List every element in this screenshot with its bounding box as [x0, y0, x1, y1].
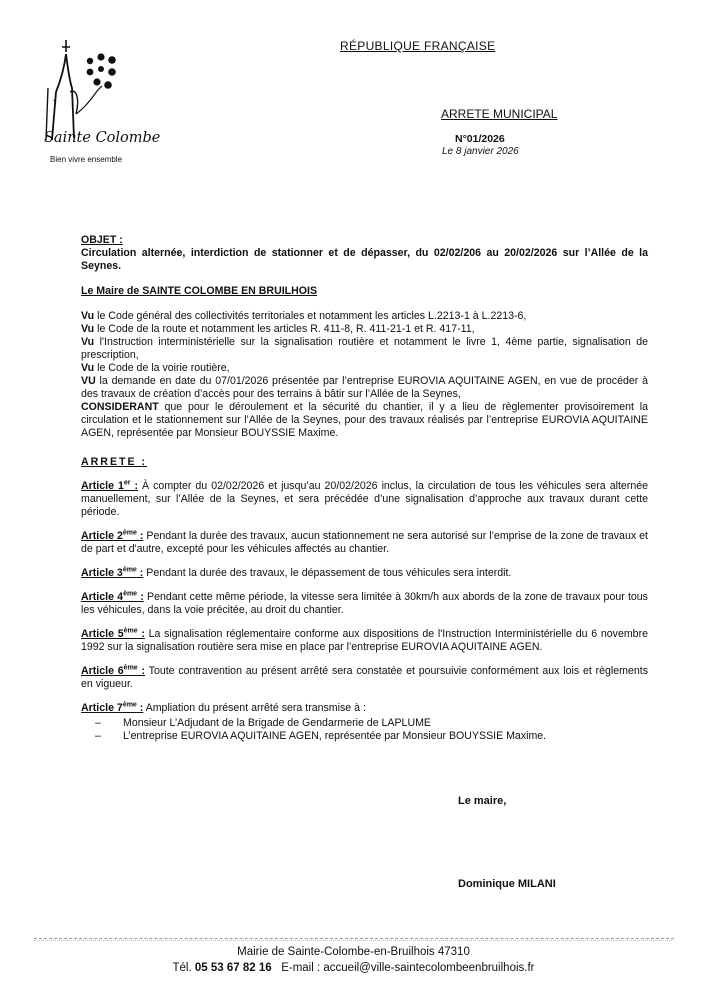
article-3: Article 3ème : Pendant la durée des travaux, le dépassement de tous véhicules sera interdit. [81, 566, 512, 579]
decree-number: N°01/2026 [455, 133, 505, 145]
republic-heading: RÉPUBLIQUE FRANÇAISE [340, 39, 496, 53]
consideration-item: Vu l'Instruction interministérielle sur la signalisation routière et notamment le livre 1, 4ème partie, signalisation de prescription, [81, 336, 648, 361]
consideration-item: Vu le Code général des collectivités territoriales et notamment les articles L.2213-1 à L.2213-6, [81, 310, 527, 322]
church-dots-logo-graphic [40, 30, 180, 140]
decree-body [81, 234, 648, 743]
signature-name: Dominique MILANI [458, 878, 556, 890]
footer-phone: 05 53 67 82 16 [194, 962, 272, 974]
arrete-heading: ARRETE : [81, 456, 148, 468]
list-item: – L’entreprise EUROVIA AQUITAINE AGEN, représentée par Monsieur BOUYSSIE Maxime. [81, 730, 648, 743]
logo-tagline: Bien vivre ensemble [50, 155, 123, 164]
recipient-list [81, 717, 648, 743]
article-7: Article 7ème : Ampliation du présent arrêté sera transmise à : [81, 701, 366, 714]
consideration-item: VU la demande en date du 07/01/2026 présentée par l’entreprise EUROVIA AQUITAINE AGEN, en vue de procéder à des travaux de création d’accès pour des terrains à bâtir sur l’Allée de la Seynes, [81, 375, 648, 400]
objet-label: OBJET : [81, 234, 123, 246]
logo-town-name: Sainte Colombe [44, 130, 161, 146]
footer-address: Mairie de Sainte-Colombe-en-Bruilhois 47310 [237, 946, 470, 958]
objet-text: Circulation alternée, interdiction de stationner et de dépasser, du 02/02/206 au 20/02/2026 sur l’Allée de la Seynes. [81, 247, 648, 272]
list-item: – Monsieur L’Adjudant de la Brigade de Gendarmerie de LAPLUME [81, 717, 648, 730]
footer-email: E-mail : accueil@ville-saintecolombeenbruilhois.fr [271, 962, 535, 974]
article-1: Article 1er : À compter du 02/02/2026 et jusqu’au 20/02/2026 inclus, la circulation de tous les véhicules sera alternée manuellement, sur l’Allée de la Seynes, et sera précédée d’une signalisation d’approche aux travaux durant cette période. [81, 479, 648, 518]
footer-divider [34, 938, 674, 939]
article-4: Article 4ème : Pendant cette même période, la vitesse sera limitée à 30km/h aux abords de la zone de travaux pour tous les véhicules, dans la voie précitée, au droit du chantier. [81, 590, 648, 616]
document-type: ARRETE MUNICIPAL [441, 107, 558, 121]
footer-divider-secondary [34, 940, 674, 941]
considerations [81, 310, 648, 440]
article-5: Article 5ème : La signalisation réglementaire conforme aux dispositions de l'Instruction Interministérielle du 6 novembre 1992 sur la signalisation routière sera mise en place par l’entreprise EUROVIA AQUITAINE AGEN. [81, 627, 648, 653]
consideration-item: CONSIDERANT que pour le déroulement et la sécurité du chantier, il y a lieu de règlementer provisoirement la circulation et le stationnement sur l’Allée de la Seynes, pour des travaux réalisés par l’entreprise EUROVIA AQUITAINE AGEN, représentée par Monsieur BOUYSSIE Maxime. [81, 401, 648, 439]
article-6: Article 6ème : Toute contravention au présent arrêté sera constatée et poursuivie conformément aux lois et règlements en vigueur. [81, 664, 648, 690]
town-logo [40, 30, 180, 170]
signature-title: Le maire, [458, 795, 507, 807]
footer-contact: Tél. 05 53 67 82 16 E-mail : accueil@ville-saintecolombeenbruilhois.fr [172, 962, 535, 974]
decree-date: Le 8 janvier 2026 [442, 146, 519, 157]
article-2: Article 2ème : Pendant la durée des travaux, aucun stationnement ne sera autorisé sur l’emprise de la zone de travaux et de part et d'autre, excepté pour les véhicules affectés au chantier. [81, 529, 648, 555]
consideration-item: Vu le Code de la voirie routière, [81, 362, 230, 374]
consideration-item: Vu le Code de la route et notamment les articles R. 411-8, R. 411-21-1 et R. 417-11, [81, 323, 475, 335]
mayor-title: Le Maire de SAINTE COLOMBE EN BRUILHOIS [81, 285, 318, 297]
